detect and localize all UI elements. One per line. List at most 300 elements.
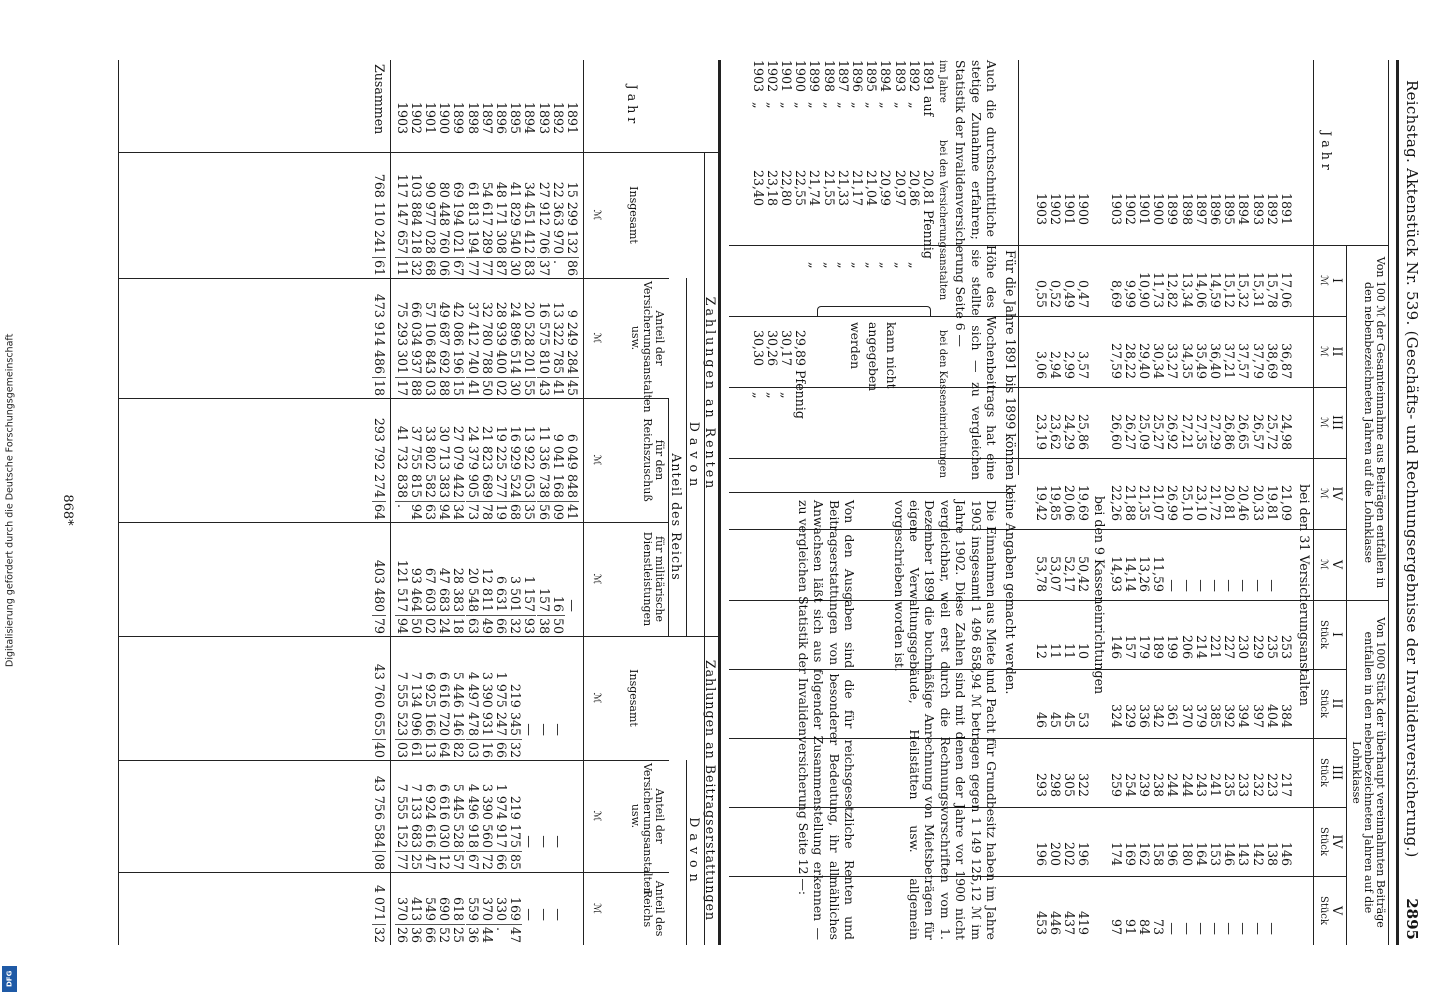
stueck-cell: 243 bbox=[1193, 772, 1209, 797]
renten-anteil-reich: Anteil des Reichs bbox=[669, 453, 684, 581]
stueck-cell: 196 bbox=[1033, 841, 1049, 866]
stueck-cell: 202 bbox=[1062, 841, 1078, 866]
note-1891-1899: Für die Jahre 1891 bis 1899 können keine Angaben gemacht werden. bbox=[1003, 250, 1018, 695]
bottom-row-amount: 93 464 bbox=[408, 567, 424, 612]
section-31-label: bei den 31 Versicherungsanstalten bbox=[1297, 484, 1312, 706]
stueck-cell: 164 bbox=[1193, 841, 1209, 866]
bottom-row-pfennig: 02 bbox=[423, 615, 437, 638]
bottom-row-pfennig: 13 bbox=[423, 739, 437, 762]
stueck-cell: 397 bbox=[1250, 703, 1266, 728]
percent-cell: 21,35 bbox=[1137, 484, 1152, 521]
total-row-amount: 293 792 274 bbox=[372, 417, 388, 498]
stueck-cell: 45 bbox=[1062, 711, 1078, 728]
bottom-row-amount: 1 974 917 bbox=[494, 783, 509, 848]
percent-cell: 15,78 bbox=[1264, 271, 1280, 308]
bottom-row-amount: 32 780 788 bbox=[479, 301, 495, 374]
bottom-row-amount: 6 631 bbox=[494, 575, 509, 612]
stueck-cell: 232 bbox=[1250, 772, 1266, 797]
ditto-mark: „ bbox=[850, 102, 865, 109]
bottom-row-pfennig: 16 bbox=[480, 739, 494, 762]
stueck-cell: 73 bbox=[1151, 918, 1167, 935]
bottom-row-pfennig: 38 bbox=[537, 615, 551, 638]
percent-cell: 3,06 bbox=[1033, 350, 1049, 379]
percent-cell: — bbox=[1264, 579, 1280, 592]
bottom-row-pfennig: 41 bbox=[551, 377, 565, 400]
stueck-cell: 223 bbox=[1264, 772, 1280, 797]
stueck-cell: 217 bbox=[1279, 772, 1294, 797]
ditto-mark: „ bbox=[779, 102, 794, 109]
bottom-row-year: 1891 bbox=[565, 101, 580, 134]
bottom-row-pfennig: 67 bbox=[466, 851, 480, 874]
bottom-row-amount: 41 732 838 bbox=[394, 425, 410, 498]
bottom-row-amount: — bbox=[536, 723, 552, 736]
bottom-row-amount: 9 249 284 bbox=[565, 309, 580, 374]
percent-cell: 21,72 bbox=[1208, 484, 1223, 521]
bottom-row-pfennig: 68 bbox=[423, 257, 437, 280]
total-row-pfennig: 32 bbox=[372, 924, 386, 947]
bottom-col-header-5: Insgesamt bbox=[627, 669, 640, 727]
percent-cell: 23,19 bbox=[1033, 413, 1049, 450]
percent-cell: 26,60 bbox=[1108, 413, 1124, 450]
percent-cell: 20,81 bbox=[1222, 484, 1238, 521]
percent-cell: 25,27 bbox=[1151, 413, 1167, 450]
bottom-row-pfennig: 25 bbox=[451, 924, 465, 947]
percent-class-V: V bbox=[1330, 559, 1345, 570]
total-row-amount: 768 110 241 bbox=[372, 173, 388, 254]
middle-column-divider bbox=[729, 492, 1015, 493]
percent-cell: 2,94 bbox=[1048, 350, 1063, 379]
bottom-table-end-rule bbox=[118, 60, 119, 945]
percent-cell: 9,99 bbox=[1122, 279, 1138, 308]
bottom-unit: ℳ bbox=[591, 810, 602, 822]
middle-va-cell: 20,97 bbox=[892, 170, 908, 207]
top-table-percent-header: Von 100 ℳ der Gesamteinnahme aus Beiträgen entfallen in den nebenbezeichneten Jahren auf die Lohnklasse bbox=[1362, 256, 1387, 589]
expenditure-paragraph: Von den Ausgaben sind die für reichsgesetzliche Renten und Beitragserstattungen von besonderer Bedeutung, ihr allmähliches Anwachsen läßt sich aus folgender Zusammenstellung erkennen — zu vergleichen Statistik der Invalidenversicherung Seite 12 —: bbox=[795, 500, 857, 940]
bottom-col-header-1: Insgesamt bbox=[627, 186, 640, 244]
bottom-row-amount: 5 446 146 bbox=[451, 671, 467, 736]
stueck-cell: 342 bbox=[1151, 703, 1167, 728]
bottom-col-header-4: für militärische Dienstleistungen bbox=[641, 531, 666, 627]
percent-cell: — bbox=[1193, 579, 1209, 592]
bottom-row-amount: 13 322 785 bbox=[550, 301, 566, 374]
bottom-unit: ℳ bbox=[591, 692, 602, 704]
ditto-mark: „ bbox=[821, 262, 837, 269]
percent-cell: 23,10 bbox=[1193, 484, 1209, 521]
stueck-cell: 138 bbox=[1264, 841, 1280, 866]
page-marker: 868* bbox=[60, 494, 75, 526]
bottom-row-amount: — bbox=[522, 908, 538, 921]
stueck-cell: 189 bbox=[1151, 634, 1167, 659]
bottom-row-amount: 16 929 524 bbox=[508, 425, 524, 498]
ditto-mark: „ bbox=[764, 392, 780, 399]
bottom-row-pfennig: 25 bbox=[409, 851, 423, 874]
bottom-row-pfennig: 26 bbox=[395, 924, 409, 947]
middle-va-cell: 22,55 bbox=[793, 170, 809, 207]
bottom-row-amount: 27 079 442 bbox=[451, 425, 467, 498]
middle-ke-cell: 30,17 bbox=[779, 330, 794, 367]
bottom-row-amount: 413 bbox=[408, 896, 424, 921]
stueck-class-III: III bbox=[1330, 765, 1345, 780]
bottom-row-pfennig: 72 bbox=[480, 851, 494, 874]
stueck-cell: 244 bbox=[1165, 772, 1181, 797]
bottom-row-amount: 41 829 540 bbox=[508, 181, 524, 254]
bottom-row-amount: 20 528 201 bbox=[522, 301, 538, 374]
stueck-cell: 157 bbox=[1122, 634, 1138, 659]
percent-cell: 30,34 bbox=[1151, 342, 1167, 379]
bottom-row-pfennig: 32 bbox=[508, 615, 522, 638]
stueck-cell: 158 bbox=[1151, 841, 1167, 866]
percent-cell: 37,57 bbox=[1236, 342, 1252, 379]
bottom-row-pfennig: 36 bbox=[466, 924, 480, 947]
total-row-pfennig: 61 bbox=[372, 257, 386, 280]
bottom-row-amount: 169 bbox=[508, 896, 524, 921]
bottom-row-amount: 6 049 848 bbox=[565, 433, 580, 498]
top-table-header-rule bbox=[1313, 60, 1314, 945]
percent-cell: 14,14 bbox=[1122, 555, 1138, 592]
stueck-cell: 146 bbox=[1222, 841, 1238, 866]
year-cell: 1897 bbox=[1193, 192, 1209, 225]
bottom-row-amount: 34 451 412 bbox=[522, 181, 538, 254]
percent-cell: 26,92 bbox=[1165, 413, 1181, 450]
bottom-row-amount: 7 555 523 bbox=[394, 671, 410, 736]
bottom-row-pfennig: 17 bbox=[395, 377, 409, 400]
bottom-col-header-7: Anteil des Reichs bbox=[641, 880, 666, 937]
stueck-cell: 253 bbox=[1279, 634, 1294, 659]
percent-cell: 10,90 bbox=[1137, 271, 1152, 308]
bottom-row-amount: 69 194 021 bbox=[451, 181, 467, 254]
middle-year-cell: 1897 bbox=[835, 60, 851, 93]
year-cell: 1900 bbox=[1151, 192, 1167, 225]
bottom-row-amount: 6 925 166 bbox=[423, 671, 438, 736]
ditto-mark: „ bbox=[750, 102, 766, 109]
middle-va-cell: 23,18 bbox=[764, 170, 780, 207]
bottom-row-amount: 49 687 692 bbox=[437, 301, 453, 374]
bottom-row-amount: 16 bbox=[550, 595, 566, 612]
ditto-mark: „ bbox=[892, 102, 908, 109]
percent-cell: 0,52 bbox=[1048, 279, 1063, 308]
stueck-cell: 196 bbox=[1076, 841, 1092, 866]
middle-va-cell: 21,55 bbox=[821, 170, 837, 207]
stueck-cell: 336 bbox=[1137, 703, 1152, 728]
bottom-row-amount: 37 755 815 bbox=[408, 425, 424, 498]
percent-cell: — bbox=[1165, 579, 1181, 592]
percent-cell: 27,59 bbox=[1108, 342, 1124, 379]
middle-year-cell: 1895 bbox=[864, 60, 880, 93]
percent-cell: 22,26 bbox=[1108, 484, 1124, 521]
percent-cell: 35,49 bbox=[1193, 342, 1209, 379]
bottom-row-year: 1901 bbox=[423, 101, 438, 134]
bottom-row-pfennig: 77 bbox=[480, 257, 494, 280]
percent-cell: — bbox=[1250, 579, 1266, 592]
bottom-row-amount: 75 293 301 bbox=[394, 301, 410, 374]
bottom-row-pfennig: 30 bbox=[508, 257, 522, 280]
bottom-row-pfennig: 50 bbox=[480, 377, 494, 400]
stueck-cell: 227 bbox=[1222, 634, 1238, 659]
year-cell: 1898 bbox=[1179, 192, 1195, 225]
ditto-mark: „ bbox=[864, 262, 880, 269]
percent-unit: ℳ bbox=[1318, 417, 1329, 428]
kann-nicht-angegeben: kann nicht angegeben werden bbox=[848, 322, 899, 392]
ditto-mark: „ bbox=[864, 102, 880, 109]
stueck-cell: — bbox=[1222, 922, 1238, 935]
percent-cell: — bbox=[1179, 579, 1195, 592]
percent-cell: 27,35 bbox=[1193, 413, 1209, 450]
stueck-unit: Stück bbox=[1318, 620, 1329, 649]
bottom-row-amount: — bbox=[550, 723, 566, 736]
stueck-cell: 97 bbox=[1108, 918, 1124, 935]
renten-group-header: Zahlungen an Renten bbox=[703, 296, 718, 492]
renten-davon: Davon bbox=[687, 421, 702, 493]
davon-rule-left bbox=[686, 278, 687, 636]
percent-cell: 14,06 bbox=[1193, 271, 1209, 308]
bottom-row-amount: 16 575 810 bbox=[536, 301, 552, 374]
ditto-mark: „ bbox=[906, 262, 922, 269]
bottom-row-amount: 103 884 218 bbox=[408, 173, 424, 254]
stueck-cell: — bbox=[1208, 922, 1223, 935]
bottom-row-pfennig: 66 bbox=[494, 851, 508, 874]
bottom-row-year: 1897 bbox=[479, 101, 495, 134]
bottom-row-amount: 3 390 931 bbox=[479, 671, 495, 736]
rent-income-paragraph: Die Einnahmen aus Miete und Pacht für Grundbesitz haben im Jahre 1903 insgesamt 1 496 858,94 ℳ betragen gegen 1 149 125,12 ℳ im Jahre 1902. Diese Zahlen sind mit denen der Jahre vor 1900 nicht vergleichbar, weil erst durch die Rechnungsvorschriften vom 1. Dezember 1899 die buchmäßige Anrechnung von Mietsbeträgen für eigene Verwaltungsgebäude, Heilstätten usw. allgemein vorgeschrieben worden ist. bbox=[891, 500, 999, 940]
bottom-row-amount: 11 336 738 bbox=[536, 425, 552, 498]
bottom-row-pfennig: 03 bbox=[466, 739, 480, 762]
bottom-row-pfennig: 77 bbox=[395, 851, 409, 874]
percent-cell: 26,27 bbox=[1122, 413, 1138, 450]
percent-unit: ℳ bbox=[1318, 488, 1329, 499]
bottom-row-pfennig: 68 bbox=[508, 501, 522, 524]
bottom-row-amount: — bbox=[522, 723, 538, 736]
percent-cell: 52,17 bbox=[1062, 555, 1078, 592]
ditto-mark: „ bbox=[807, 262, 823, 269]
ditto-mark: „ bbox=[906, 102, 922, 109]
bottom-row-pfennig: 67 bbox=[451, 257, 465, 280]
bottom-row-amount: 7 555 152 bbox=[394, 783, 410, 848]
stueck-cell: 259 bbox=[1108, 772, 1124, 797]
stueck-cell: 162 bbox=[1137, 841, 1152, 866]
percent-cell: 25,09 bbox=[1137, 413, 1152, 450]
stueck-cell: 379 bbox=[1193, 703, 1209, 728]
bottom-row-pfennig: 37 bbox=[537, 257, 551, 280]
bottom-row-amount: 3 501 bbox=[508, 575, 524, 612]
stueck-cell: 235 bbox=[1222, 772, 1238, 797]
stueck-cell: 46 bbox=[1033, 711, 1049, 728]
bottom-row-pfennig: 66 bbox=[494, 739, 508, 762]
stueck-cell: 322 bbox=[1076, 772, 1092, 797]
stueck-cell: 221 bbox=[1208, 634, 1223, 659]
middle-va-cell: 23,40 bbox=[750, 170, 766, 207]
total-row-pfennig: 18 bbox=[372, 377, 386, 400]
bottom-row-year: 1893 bbox=[536, 101, 552, 134]
stueck-cell: 200 bbox=[1048, 841, 1063, 866]
stueck-cell: 384 bbox=[1279, 703, 1294, 728]
middle-ke-cell: 30,26 bbox=[764, 330, 780, 367]
percent-cell: 27,29 bbox=[1208, 413, 1223, 450]
bottom-row-amount: 9 041 168 bbox=[550, 433, 566, 498]
bottom-row-amount: — bbox=[550, 835, 566, 848]
bottom-row-pfennig: 47 bbox=[423, 851, 437, 874]
percent-cell: 26,65 bbox=[1236, 413, 1252, 450]
bottom-row-pfennig: 61 bbox=[409, 739, 423, 762]
bottom-row-pfennig: 55 bbox=[522, 377, 536, 400]
percent-class-II: II bbox=[1330, 346, 1345, 357]
bottom-row-amount: 30 713 383 bbox=[437, 425, 453, 498]
bottom-row-pfennig: 45 bbox=[565, 377, 579, 400]
bottom-row-pfennig: . bbox=[494, 924, 508, 947]
bottom-row-pfennig: 63 bbox=[466, 615, 480, 638]
percent-cell: 14,93 bbox=[1108, 555, 1124, 592]
year-cell: 1894 bbox=[1236, 192, 1252, 225]
stueck-cell: 238 bbox=[1151, 772, 1167, 797]
percent-cell: 33,27 bbox=[1165, 342, 1181, 379]
middle-year-cell: 1903 bbox=[750, 60, 766, 93]
total-row-amount: 43 756 584 bbox=[372, 775, 388, 848]
middle-year-cell: 1898 bbox=[821, 60, 837, 93]
erstattungen-davon: Davon bbox=[687, 817, 702, 888]
stueck-cell: 169 bbox=[1122, 841, 1138, 866]
stueck-class-I: I bbox=[1330, 632, 1345, 637]
bottom-unit: ℳ bbox=[591, 454, 602, 466]
middle-va-cell: 21,74 bbox=[807, 170, 823, 207]
middle-year-cell: 1901 bbox=[779, 60, 794, 93]
bottom-row-amount: 3 390 560 bbox=[479, 783, 495, 848]
stueck-cell: 10 bbox=[1076, 642, 1092, 659]
stueck-cell: 446 bbox=[1048, 910, 1063, 935]
percent-cell: 25,72 bbox=[1264, 413, 1280, 450]
ditto-mark: „ bbox=[821, 102, 837, 109]
total-row-amount: 43 760 655 bbox=[372, 663, 388, 736]
percent-cell: 13,26 bbox=[1137, 555, 1152, 592]
year-cell: 1903 bbox=[1033, 192, 1049, 225]
davon-rule-right bbox=[686, 760, 687, 945]
year-cell: 1903 bbox=[1108, 192, 1124, 225]
percent-cell: 37,21 bbox=[1222, 342, 1238, 379]
bottom-row-pfennig: 06 bbox=[437, 257, 451, 280]
bottom-row-year: 1892 bbox=[550, 101, 566, 134]
percent-cell: 21,07 bbox=[1151, 484, 1167, 521]
bottom-row-amount: 22 363 970 bbox=[550, 181, 566, 254]
percent-cell: 0,47 bbox=[1076, 279, 1092, 308]
bottom-row-amount: — bbox=[522, 835, 538, 848]
ditto-mark: „ bbox=[764, 102, 780, 109]
percent-unit: ℳ bbox=[1318, 559, 1329, 570]
bottom-row-amount: 67 603 bbox=[423, 567, 438, 612]
bottom-row-pfennig: 43 bbox=[537, 377, 551, 400]
bottom-row-pfennig: 73 bbox=[466, 501, 480, 524]
anteil-reich-rule bbox=[668, 398, 669, 636]
middle-year-cell: 1900 bbox=[793, 60, 809, 93]
bottom-row-pfennig: 86 bbox=[565, 257, 579, 280]
percent-cell: 0,55 bbox=[1033, 279, 1049, 308]
bottom-row-amount: 37 412 740 bbox=[465, 301, 481, 374]
percent-cell: 25,10 bbox=[1179, 484, 1195, 521]
top-table-subhead-rule bbox=[1346, 245, 1347, 945]
stueck-cell: 214 bbox=[1193, 634, 1209, 659]
bottom-row-pfennig: 49 bbox=[480, 615, 494, 638]
bottom-row-amount: 4 496 918 bbox=[465, 783, 481, 848]
bottom-row-pfennig: 35 bbox=[522, 501, 536, 524]
top-table-jahr-header: Jahr bbox=[1319, 131, 1334, 174]
top-table-rule bbox=[1388, 60, 1389, 945]
percent-cell: — bbox=[1222, 579, 1238, 592]
bottom-row-amount: 90 977 028 bbox=[423, 181, 438, 254]
ditto-mark: „ bbox=[835, 262, 851, 269]
percent-cell: 13,34 bbox=[1179, 271, 1195, 308]
bottom-row-amount: 15 299 132 bbox=[565, 181, 580, 254]
stueck-cell: 385 bbox=[1208, 703, 1223, 728]
percent-cell: 28,22 bbox=[1122, 342, 1138, 379]
bottom-jahr-header: Jahr bbox=[625, 84, 640, 128]
stueck-cell: 146 bbox=[1108, 634, 1124, 659]
stueck-class-V: V bbox=[1330, 905, 1345, 916]
bottom-table-top-rule bbox=[718, 60, 721, 945]
total-row-amount: 473 914 486 bbox=[372, 293, 388, 374]
percent-unit: ℳ bbox=[1318, 346, 1329, 357]
stueck-cell: — bbox=[1179, 922, 1195, 935]
bottom-unit: ℳ bbox=[591, 573, 602, 585]
stueck-cell: 329 bbox=[1122, 703, 1138, 728]
bottom-row-amount: 6 616 030 bbox=[437, 783, 453, 848]
bottom-row-amount: — bbox=[565, 599, 580, 612]
ditto-mark: „ bbox=[793, 102, 809, 109]
ditto-mark: „ bbox=[850, 262, 865, 269]
total-row-year: Zusammen bbox=[372, 64, 388, 135]
bottom-col-header-3: für den Reichszuschuß bbox=[641, 418, 666, 502]
bottom-row-amount: — bbox=[536, 835, 552, 848]
stueck-unit: Stück bbox=[1318, 827, 1329, 856]
year-cell: 1891 bbox=[1279, 192, 1294, 225]
percent-cell: 26,99 bbox=[1165, 484, 1181, 521]
percent-cell: 15,32 bbox=[1236, 271, 1252, 308]
bottom-row-pfennig: 02 bbox=[494, 377, 508, 400]
middle-va-cell: 21,04 bbox=[864, 170, 880, 207]
bottom-row-pfennig: 93 bbox=[522, 615, 536, 638]
bottom-row-amount: 219 175 bbox=[508, 795, 524, 848]
year-cell: 1895 bbox=[1222, 192, 1238, 225]
ditto-mark: „ bbox=[779, 392, 794, 399]
middle-year-cell: 1896 bbox=[850, 60, 865, 93]
middle-va-cell: 20,99 bbox=[878, 170, 894, 207]
bottom-row-pfennig: 78 bbox=[480, 501, 494, 524]
middle-va-cell: 21,33 bbox=[835, 170, 851, 207]
stueck-cell: 404 bbox=[1264, 703, 1280, 728]
percent-unit: ℳ bbox=[1318, 275, 1329, 286]
total-row-amount: 403 480 bbox=[372, 559, 388, 612]
bottom-row-year: 1898 bbox=[465, 101, 481, 134]
bottom-row-pfennig: 15 bbox=[451, 377, 465, 400]
middle-year-head: im Jahre bbox=[937, 60, 948, 103]
stueck-cell: 45 bbox=[1048, 711, 1063, 728]
bottom-row-pfennig: 82 bbox=[451, 739, 465, 762]
percent-cell: 15,31 bbox=[1250, 271, 1266, 308]
percent-cell: 17,06 bbox=[1279, 271, 1294, 308]
bottom-row-amount: 7 134 096 bbox=[408, 671, 424, 736]
stueck-cell: 53 bbox=[1076, 711, 1092, 728]
bottom-row-amount: 7 133 683 bbox=[408, 783, 424, 848]
bottom-row-pfennig: 03 bbox=[395, 739, 409, 762]
stueck-cell: 146 bbox=[1279, 841, 1294, 866]
percent-cell: 23,62 bbox=[1048, 413, 1063, 450]
percent-cell: 27,21 bbox=[1179, 413, 1195, 450]
middle-year-cell: 1894 bbox=[878, 60, 894, 93]
stueck-cell: 11 bbox=[1048, 642, 1063, 659]
bottom-row-pfennig: 12 bbox=[437, 851, 451, 874]
middle-ke-cell: 29,89 Pfennig bbox=[793, 330, 809, 419]
bottom-row-pfennig: 94 bbox=[395, 615, 409, 638]
bottom-unit: ℳ bbox=[591, 903, 602, 914]
bottom-row-amount: 28 383 bbox=[451, 567, 467, 612]
bottom-row-amount: 33 802 582 bbox=[423, 425, 438, 498]
stueck-cell: 235 bbox=[1264, 634, 1280, 659]
